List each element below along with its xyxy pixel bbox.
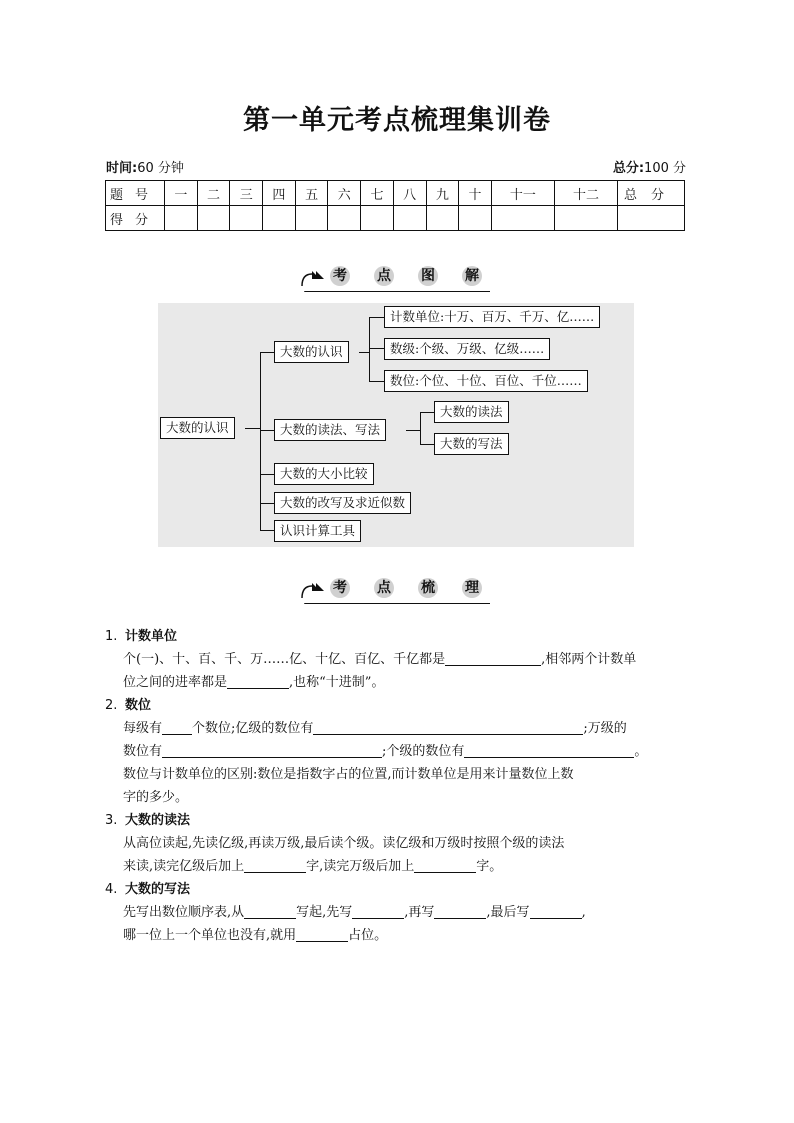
section-heading <box>105 694 690 717</box>
text: 来读,读完亿级后加上 <box>123 859 245 874</box>
connector <box>260 474 274 475</box>
section-heading <box>105 878 690 901</box>
answer-blank[interactable] <box>162 742 382 758</box>
answer-blank[interactable] <box>296 926 348 942</box>
col-1: 一 <box>165 181 198 206</box>
col-2: 二 <box>197 181 230 206</box>
section-heading <box>105 625 690 648</box>
section-body <box>105 648 690 694</box>
leaf-reading: 大数的读法 <box>434 401 509 423</box>
leaf-writing: 大数的写法 <box>434 433 509 455</box>
score-cell[interactable] <box>197 206 230 231</box>
banner-char: 点 <box>374 266 394 286</box>
total-head: 总分 <box>618 181 685 206</box>
answer-blank[interactable] <box>352 903 404 919</box>
connector <box>245 428 260 429</box>
score-cell[interactable] <box>554 206 617 231</box>
text: 写起,先写 <box>296 905 353 920</box>
banner-char: 解 <box>462 266 482 286</box>
section-number: 3. <box>105 813 118 828</box>
total-info <box>613 157 686 176</box>
score-cell[interactable] <box>295 206 328 231</box>
branch-recognition: 大数的认识 <box>274 341 349 363</box>
section-body <box>105 832 690 878</box>
text: 字,读完万级后加上 <box>306 859 415 874</box>
text: ;万级的 <box>583 721 627 736</box>
score-cell[interactable] <box>618 206 685 231</box>
banner-char: 梳 <box>418 578 438 598</box>
branch-read-write: 大数的读法、写法 <box>274 419 386 441</box>
section-number: 4. <box>105 882 118 897</box>
text: 占位。 <box>348 928 388 943</box>
banner-underline <box>304 291 490 292</box>
connector <box>369 381 384 382</box>
col-11: 十一 <box>491 181 554 206</box>
score-table <box>105 180 685 231</box>
col-3: 三 <box>230 181 263 206</box>
text: 哪一位上一个单位也没有,就用 <box>123 928 297 943</box>
score-header-row <box>106 181 685 206</box>
connector <box>260 503 274 504</box>
text: ,再写 <box>404 905 435 920</box>
text: 先写出数位顺序表,从 <box>123 905 245 920</box>
score-cell[interactable] <box>426 206 459 231</box>
time-info <box>106 157 184 176</box>
answer-blank[interactable] <box>434 903 486 919</box>
col-6: 六 <box>328 181 361 206</box>
score-cell[interactable] <box>328 206 361 231</box>
leaf-places: 数位:个位、十位、百位、千位…… <box>384 370 588 392</box>
text: 数位与计数单位的区别:数位是指数字占的位置,而计数单位是用来计量数位上数 <box>123 767 574 782</box>
connector <box>359 352 369 353</box>
leaf-levels: 数级:个级、万级、亿级…… <box>384 338 550 360</box>
section-body <box>105 717 690 809</box>
score-cell[interactable] <box>459 206 492 231</box>
root-node: 大数的认识 <box>160 417 235 439</box>
branch-calc-tools: 认识计算工具 <box>274 520 361 542</box>
answer-blank[interactable] <box>227 673 289 689</box>
answer-blank[interactable] <box>445 650 541 666</box>
knowledge-diagram <box>158 303 634 547</box>
connector <box>406 430 420 431</box>
banner-review <box>300 578 490 604</box>
score-head: 得分 <box>106 206 165 231</box>
section-title: 计数单位 <box>125 629 178 644</box>
page-title: 第一单元考点梳理集训卷 <box>243 105 551 136</box>
banner-char: 考 <box>330 266 350 286</box>
score-cell[interactable] <box>393 206 426 231</box>
connector <box>369 317 370 381</box>
connector <box>369 317 384 318</box>
banner-char: 理 <box>462 578 482 598</box>
arrow-icon <box>300 270 328 288</box>
text: ,最后写 <box>486 905 530 920</box>
col-10: 十 <box>459 181 492 206</box>
section-heading <box>105 809 690 832</box>
answer-blank[interactable] <box>162 719 192 735</box>
total-label: 总分: <box>612 161 645 176</box>
text: ,相邻两个计数单 <box>541 652 637 667</box>
score-cell[interactable] <box>491 206 554 231</box>
text: 个数位;亿级的数位有 <box>192 721 314 736</box>
section-number: 2. <box>105 698 118 713</box>
col-7: 七 <box>361 181 394 206</box>
total-value: 100 分 <box>644 161 686 176</box>
col-4: 四 <box>263 181 296 206</box>
text: 数位有 <box>123 744 163 759</box>
text: ;个级的数位有 <box>382 744 465 759</box>
section-number: 1. <box>105 629 118 644</box>
col-5: 五 <box>295 181 328 206</box>
answer-blank[interactable] <box>530 903 582 919</box>
col-9: 九 <box>426 181 459 206</box>
section-title: 数位 <box>125 698 152 713</box>
banner-char: 图 <box>418 266 438 286</box>
answer-blank[interactable] <box>244 903 296 919</box>
text: ,也称“十进制”。 <box>289 675 385 690</box>
answer-blank[interactable] <box>464 742 634 758</box>
time-label: 时间: <box>106 161 138 176</box>
connector <box>420 412 421 444</box>
connector <box>369 348 384 349</box>
answer-blank[interactable] <box>244 857 306 873</box>
score-cell[interactable] <box>361 206 394 231</box>
col-12: 十二 <box>554 181 617 206</box>
score-value-row <box>106 206 685 231</box>
banner-char: 点 <box>374 578 394 598</box>
connector <box>260 352 274 353</box>
branch-compare: 大数的大小比较 <box>274 463 374 485</box>
section-body <box>105 901 690 947</box>
leaf-counting-units: 计数单位:十万、百万、千万、亿…… <box>384 306 600 328</box>
text: , <box>581 905 586 920</box>
text: 位之间的进率都是 <box>123 675 228 690</box>
col-8: 八 <box>393 181 426 206</box>
banner-underline <box>304 603 490 604</box>
section-title: 大数的写法 <box>125 882 191 897</box>
text: 。 <box>634 744 648 759</box>
text: 每级有 <box>123 721 163 736</box>
banner-diagram <box>300 266 490 292</box>
answer-blank[interactable] <box>313 719 583 735</box>
connector <box>420 412 434 413</box>
arrow-icon <box>300 582 328 600</box>
banner-char: 考 <box>330 578 350 598</box>
section-title: 大数的读法 <box>125 813 191 828</box>
connector <box>260 430 274 431</box>
text: 从高位读起,先读亿级,再读万级,最后读个级。读亿级和万级时按照个级的读法 <box>123 836 565 851</box>
connector <box>260 530 274 531</box>
text: 个(一)、十、百、千、万……亿、十亿、百亿、千亿都是 <box>123 652 446 667</box>
review-content <box>105 625 690 947</box>
score-cell[interactable] <box>165 206 198 231</box>
text: 字的多少。 <box>123 790 189 805</box>
connector <box>420 444 434 445</box>
score-cell[interactable] <box>263 206 296 231</box>
branch-rewrite-approx: 大数的改写及求近似数 <box>274 492 411 514</box>
question-number-head: 题号 <box>106 181 165 206</box>
text: 字。 <box>476 859 503 874</box>
score-cell[interactable] <box>230 206 263 231</box>
answer-blank[interactable] <box>414 857 476 873</box>
time-value: 60 分钟 <box>137 161 184 176</box>
